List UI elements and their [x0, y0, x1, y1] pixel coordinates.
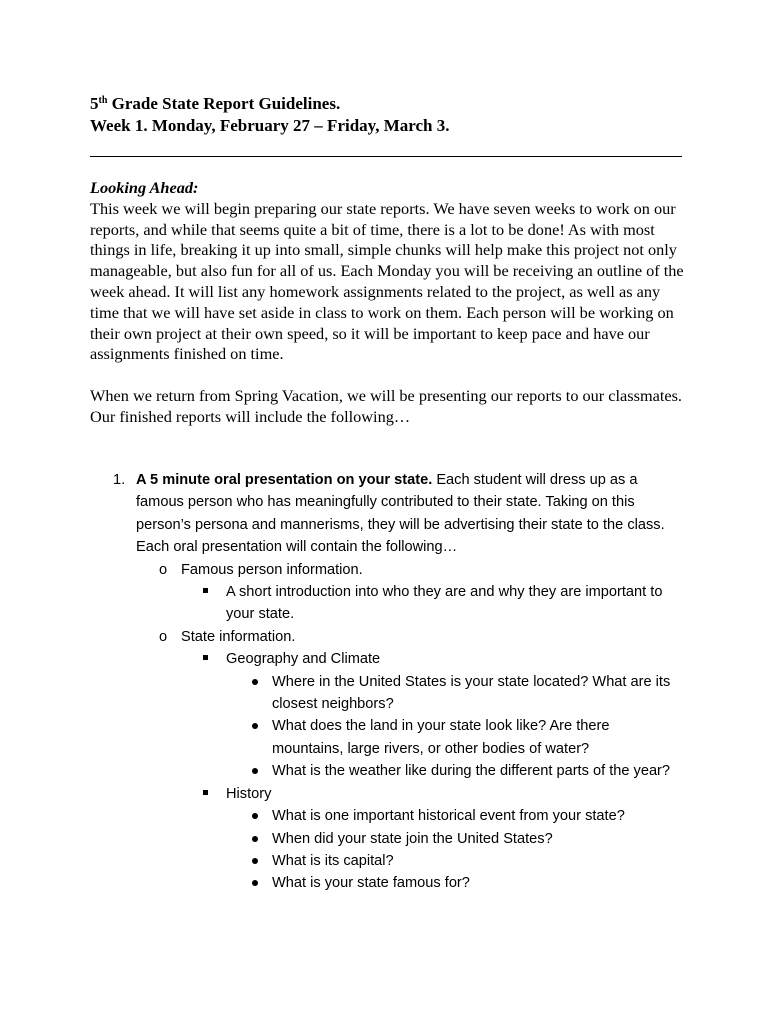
requirements-list — [0, 469, 770, 895]
circle-bullet: o — [159, 561, 168, 578]
looking-ahead-heading: Looking Ahead: — [90, 178, 199, 197]
question-text: What is one important historical event from your state? — [272, 808, 625, 825]
list-item-question — [0, 850, 680, 872]
list-item-question — [0, 715, 680, 760]
item-label: Famous person information. — [181, 561, 363, 578]
question-text: What does the land in your state look like? Are there mountains, large rivers, or other bodies of water? — [272, 718, 610, 757]
dot-bullet-icon — [252, 858, 258, 864]
question-text: Where in the United States is your state located? What are its closest neighbors? — [272, 673, 671, 713]
list-item-history — [0, 783, 678, 805]
intro-section — [90, 178, 686, 428]
list-item-geography — [0, 648, 678, 670]
list-item-oral-presentation — [0, 469, 676, 559]
list-item-introduction — [0, 581, 678, 626]
report-title: 5th Grade State Report Guidelines. — [90, 94, 341, 113]
list-number: 1. — [113, 472, 126, 488]
dot-bullet-icon — [252, 679, 258, 685]
item-label: A short introduction into who they are and why they are important to your state. — [226, 584, 663, 623]
intro-paragraph: This week we will begin preparing our state reports. We have seven weeks to work on our reports, and while that seems quite a bit of time, there is a lot to be done! As with most things in life, breaking it up into small, simple chunks will help make this project not only manageable, but also fun for all of us. Each Monday you will be receiving an outline of the week ahead. It will list any homework assignments related to the project, as well as any time that we will have set aside in class to work on them. Each person will be working on their own project at their own speed, so it will be important to keep pace and have our assignments finished on time. — [90, 198, 684, 364]
square-bullet-icon — [203, 588, 208, 593]
list-item-question — [0, 872, 680, 894]
dot-bullet-icon — [252, 723, 258, 729]
question-text: What is your state famous for? — [272, 875, 470, 892]
list-item-question — [0, 828, 680, 850]
square-bullet-icon — [203, 790, 208, 795]
item-heading: A 5 minute oral presentation on your state. — [136, 472, 433, 488]
question-text: What is the weather like during the different parts of the year? — [272, 763, 671, 780]
list-item-question — [0, 760, 680, 782]
ordinal-suffix: th — [98, 95, 108, 106]
horizontal-rule — [90, 156, 682, 157]
week-line: Week 1. Monday, February 27 – Friday, March 3. — [90, 116, 450, 135]
item-description: Each student will dress up as a famous person who has meaningfully contributed to their state. Taking on this person’s persona and mannerisms, they will be advertising their state to the class. Each oral presentation will contain the following… — [136, 472, 665, 556]
item-label: State information. — [181, 628, 296, 645]
list-item-state-info — [0, 626, 677, 648]
circle-bullet: o — [159, 628, 168, 645]
list-item-question — [0, 671, 680, 716]
item-label: Geography and Climate — [226, 651, 381, 668]
dot-bullet-icon — [252, 880, 258, 886]
question-text: What is its capital? — [272, 852, 394, 869]
document-header — [90, 93, 450, 137]
item-label: History — [226, 785, 272, 802]
list-item-famous-person — [0, 559, 677, 581]
question-text: When did your state join the United States? — [272, 830, 553, 847]
dot-bullet-icon — [252, 768, 258, 774]
dot-bullet-icon — [252, 836, 258, 842]
presentation-paragraph: When we return from Spring Vacation, we will be presenting our reports to our classmates. Our finished reports will include the following… — [90, 385, 682, 426]
dot-bullet-icon — [252, 813, 258, 819]
square-bullet-icon — [203, 655, 208, 660]
list-item-question — [0, 805, 680, 827]
